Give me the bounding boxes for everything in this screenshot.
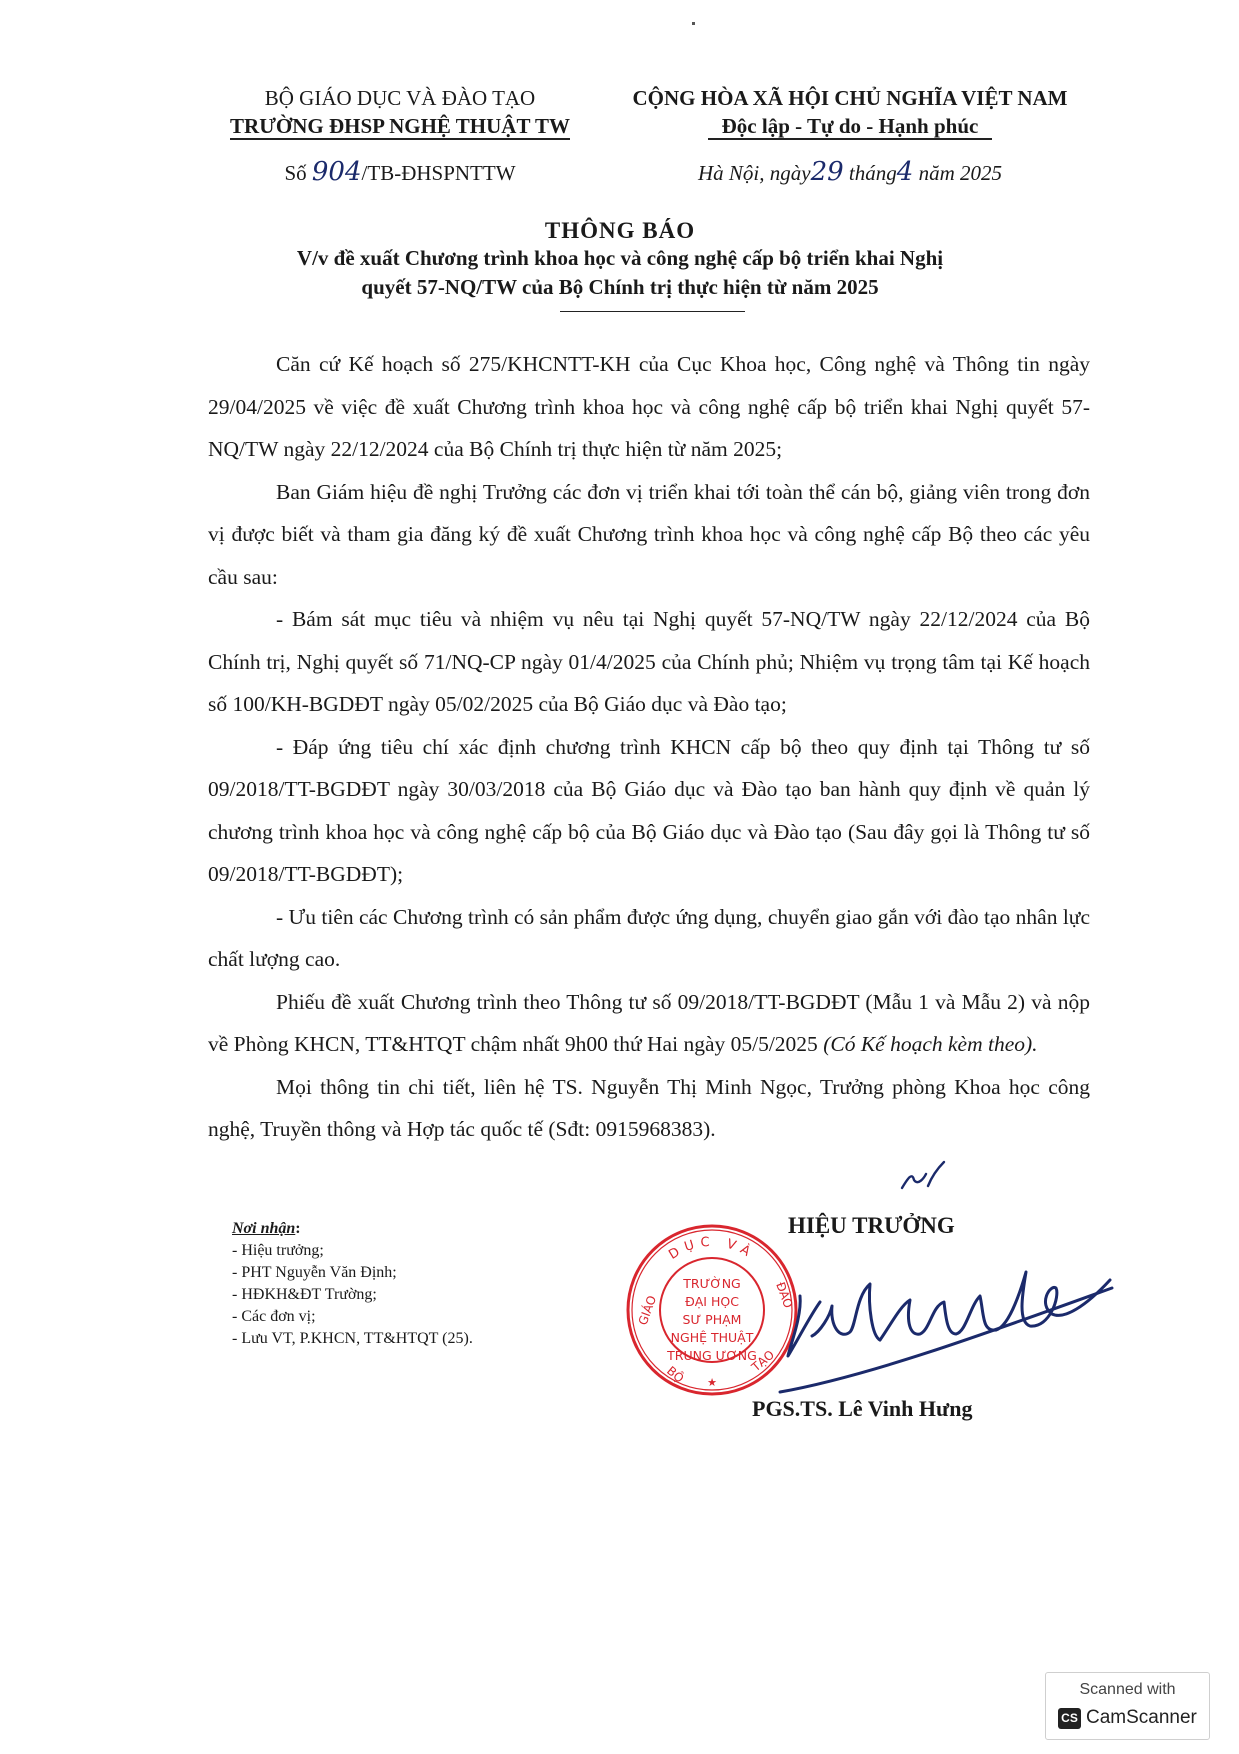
recipient-item: - Lưu VT, P.KHCN, TT&HTQT (25).: [232, 1330, 473, 1347]
submission-attachment-note: (Có Kế hoạch kèm theo).: [823, 1032, 1038, 1056]
camscanner-logo-icon: CS: [1058, 1708, 1081, 1729]
notice-title: [150, 218, 1090, 302]
handwritten-signature: [760, 1236, 1120, 1406]
paragraph-contact: Mọi thông tin chi tiết, liên hệ TS. Nguyễn Thị Minh Ngọc, Trưởng phòng Khoa học công nghệ, Truyền thông và Hợp tác quốc tế (Sđt: 0915968383).: [208, 1074, 1090, 1141]
paragraph-requirement-2: - Đáp ứng tiêu chí xác định chương trình KHCN cấp bộ theo quy định tại Thông tư số 09/2018/TT-BGDĐT ngày 30/03/2018 của Bộ Giáo dục và Đào tạo ban hành quy định về quản lý chương trình khoa học và công nghệ cấp bộ của Bộ Giáo dục và Đào tạo (Sau đây gọi là Thông tư số 09/2018/TT-BGDĐT);: [208, 734, 1090, 886]
svg-text:TẠO: TẠO: [748, 1347, 778, 1375]
date-year: năm 2025: [918, 161, 1002, 185]
recipients-heading-colon: :: [295, 1220, 301, 1237]
date-month-handwritten: 4: [896, 157, 914, 187]
document-number: [200, 158, 600, 187]
recipient-item: - Các đơn vị;: [232, 1308, 316, 1325]
paragraph-legal-basis: Căn cứ Kế hoạch số 275/KHCNTT-KH của Cục Khoa học, Công nghệ và Thông tin ngày 29/04/2025 về việc đề xuất Chương trình khoa học và công nghệ cấp bộ triển khai Nghị quyết 57-NQ/TW ngày 22/12/2024 của Bộ Chính trị thực hiện từ năm 2025;: [208, 352, 1090, 461]
recipients-block: [232, 1218, 473, 1350]
scan-speck: [692, 22, 695, 25]
recipient-item: - HĐKH&ĐT Trường;: [232, 1286, 377, 1303]
national-motto-text: Độc lập - Tự do - Hạnh phúc: [708, 114, 993, 140]
initial-mark: [900, 1158, 946, 1194]
camscanner-watermark: [1045, 1672, 1210, 1740]
recipients-heading-text: Nơi nhận: [232, 1220, 296, 1237]
date-place: Hà Nội, ngày: [698, 161, 811, 185]
ministry-name: BỘ GIÁO DỤC VÀ ĐÀO TẠO: [264, 86, 536, 110]
scanned-with-label: Scanned with: [1079, 1681, 1176, 1698]
notice-heading: THÔNG BÁO: [544, 218, 696, 243]
recipient-item: - Hiệu trưởng;: [232, 1242, 324, 1259]
notice-body: [208, 343, 1090, 1151]
national-motto: [600, 112, 1100, 140]
school-name: [200, 112, 600, 140]
header-left: [200, 84, 600, 187]
seal-inner-line: TRUNG ƯƠNG: [667, 1348, 757, 1363]
svg-text:BỘ: BỘ: [664, 1363, 687, 1386]
signer-name: PGS.TS. Lê Vinh Hưng: [752, 1396, 973, 1421]
document-number-suffix: /TB-ĐHSPNTTW: [361, 161, 516, 185]
paragraph-requirement-3: - Ưu tiên các Chương trình có sản phẩm được ứng dụng, chuyển giao gắn với đào tạo nhân lực chất lượng cao.: [208, 904, 1090, 971]
notice-subject-line-2: quyết 57-NQ/TW của Bộ Chính trị thực hiện từ năm 2025: [361, 275, 879, 299]
title-divider: [560, 311, 745, 312]
seal-inner-line: TRƯỜNG: [683, 1276, 741, 1291]
seal-inner-line: ĐẠI HỌC: [685, 1294, 739, 1309]
country-name: CỘNG HÒA XÃ HỘI CHỦ NGHĨA VIỆT NAM: [632, 86, 1068, 110]
seal-inner-line: SƯ PHẠM: [682, 1312, 742, 1327]
seal-inner-line: NGHỆ THUẬT: [670, 1330, 754, 1345]
recipients-heading: [232, 1218, 473, 1240]
school-name-text: TRƯỜNG ĐHSP NGHỆ THUẬT TW: [230, 114, 570, 138]
submission-text: Phiếu đề xuất Chương trình theo Thông tư số 09/2018/TT-BGDĐT (Mẫu 1 và Mẫu 2) và nộp về Phòng KHCN, TT&HTQT chậm nhất 9h00 thứ Hai ngày 05/5/2025: [208, 989, 1090, 1056]
recipient-item: - PHT Nguyễn Văn Định;: [232, 1264, 397, 1281]
svg-text:DỤC VÀ: DỤC VÀ: [666, 1234, 758, 1263]
paragraph-submission: [208, 981, 1090, 1066]
camscanner-brand: CamScanner: [1086, 1707, 1197, 1728]
signer-title: HIỆU TRƯỞNG: [788, 1213, 955, 1238]
svg-text:ĐÀO: ĐÀO: [773, 1280, 796, 1310]
document-number-prefix: Số: [284, 161, 312, 185]
date-month-label: tháng: [848, 161, 897, 185]
document-number-handwritten: 904: [311, 157, 362, 187]
svg-text:★: ★: [707, 1376, 717, 1389]
paragraph-requirement-1: - Bám sát mục tiêu và nhiệm vụ nêu tại Nghị quyết 57-NQ/TW ngày 22/12/2024 của Bộ Chính trị, Nghị quyết số 71/NQ-CP ngày 01/4/2025 của Chính phủ; Nhiệm vụ trọng tâm tại Kế hoạch số 100/KH-BGDĐT ngày 05/02/2025 của Bộ Giáo dục và Đào tạo;: [208, 607, 1090, 716]
header-right: [600, 84, 1100, 187]
paragraph-request: Ban Giám hiệu đề nghị Trưởng các đơn vị triển khai tới toàn thể cán bộ, giảng viên trong đơn vị được biết và tham gia đăng ký đề xuất Chương trình khoa học và công nghệ cấp Bộ theo các yêu cầu sau:: [208, 479, 1090, 589]
date-line: [600, 158, 1100, 187]
svg-text:GIÁO: GIÁO: [635, 1293, 660, 1328]
date-day-handwritten: 29: [810, 157, 844, 187]
notice-subject-line-1: V/v đề xuất Chương trình khoa học và công nghệ cấp bộ triển khai Nghị: [296, 246, 944, 270]
